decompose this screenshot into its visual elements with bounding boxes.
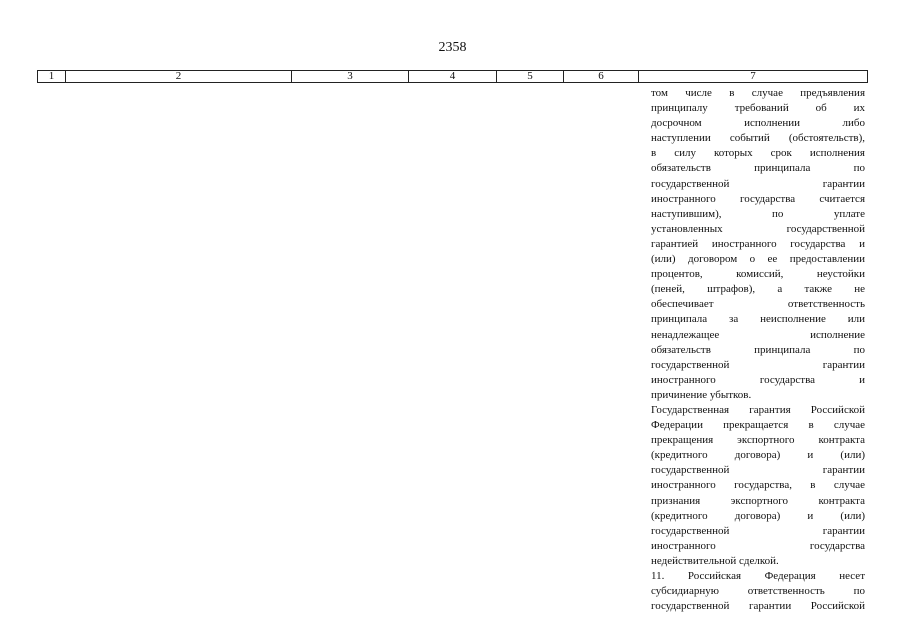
header-cell-4: 4	[409, 71, 497, 82]
text-line: обязательств принципала по	[651, 162, 865, 175]
text-line: субсидиарную ответственность по	[651, 585, 865, 598]
text-line: признания экспортного контракта	[651, 494, 865, 507]
text-line: (кредитного договора) и (или)	[651, 449, 865, 462]
text-line: 11. Российская Федерация несет	[651, 570, 865, 582]
text-line: иностранного государства считается	[651, 192, 865, 205]
header-cell-2: 2	[66, 71, 292, 82]
text-line: гарантией иностранного государства и	[651, 237, 865, 250]
text-line: принципала за неисполнение или	[651, 313, 865, 326]
page-number: 2358	[438, 40, 467, 55]
text-line: государственной гарантии	[651, 464, 865, 477]
text-line: принципалу требований об их	[651, 102, 865, 115]
text-line: прекращения экспортного контракта	[651, 434, 865, 447]
text-line: в силу которых срок исполнения	[651, 147, 865, 160]
text-line: Федерации прекращается в случае	[651, 419, 865, 432]
text-line: ненадлежащее исполнение	[651, 328, 865, 341]
header-cell-7: 7	[750, 70, 756, 82]
text-line: Государственная гарантия Российской	[651, 403, 865, 416]
text-line: (кредитного договора) и (или)	[651, 509, 865, 522]
text-line: недействительной сделкой.	[651, 554, 779, 567]
table-header-row	[37, 70, 868, 83]
header-cell-5: 5	[497, 71, 564, 82]
text-line: установленных государственной	[651, 222, 865, 235]
header-cell-3: 3	[292, 71, 409, 82]
text-line: иностранного государства, в случае	[651, 479, 865, 492]
header-cell-1: 1	[38, 71, 66, 82]
text-line: государственной гарантии	[651, 524, 865, 537]
column-7-text	[651, 86, 865, 614]
text-line: обеспечивает ответственность	[651, 298, 865, 311]
text-line: том числе в случае предъявления	[651, 87, 865, 99]
text-line: государственной гарантии	[651, 177, 865, 190]
text-line: государственной гарантии	[651, 358, 865, 371]
text-line: причинение убытков.	[651, 388, 752, 401]
text-line: (пеней, штрафов), а также не	[651, 283, 865, 296]
text-line: (или) договором о ее предоставлении	[651, 253, 865, 266]
text-line: наступлении событий (обстоятельств),	[651, 132, 865, 145]
text-line: государственной гарантии Российской	[651, 600, 865, 613]
header-cell-6: 6	[564, 71, 639, 82]
text-line: иностранного государства	[651, 539, 865, 552]
text-line: обязательств принципала по	[651, 343, 865, 356]
text-line: иностранного государства и	[651, 373, 865, 386]
text-line: досрочном исполнении либо	[651, 117, 865, 130]
text-line: наступившим), по уплате	[651, 207, 865, 220]
text-line: процентов, комиссий, неустойки	[651, 268, 865, 281]
